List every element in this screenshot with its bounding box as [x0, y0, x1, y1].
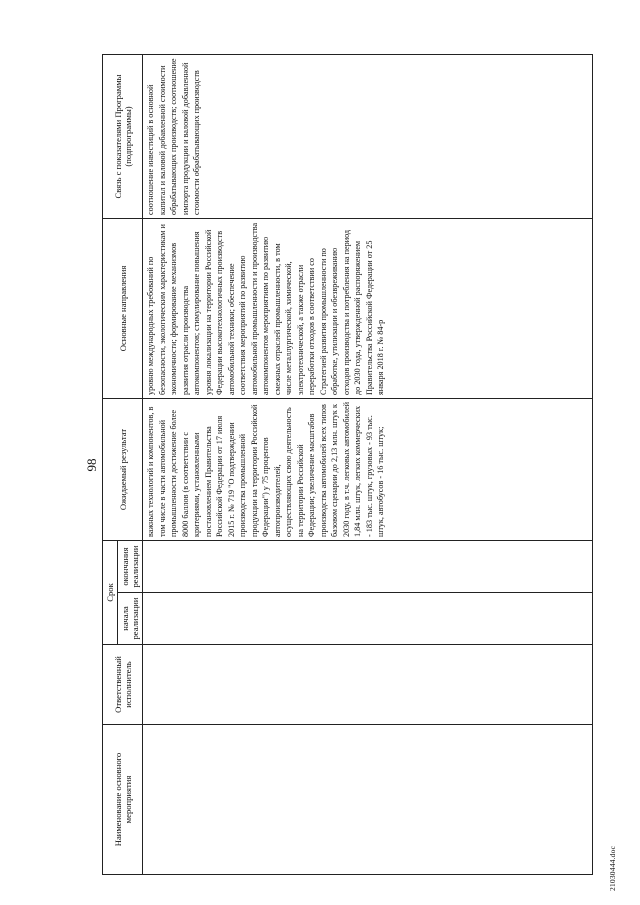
expected-result-text: важных технологий и компонентов, в том числе в части автомобильной промышленности достижение более 8000 баллов (в соответствии с критериями, установленными постановлением Правительства Российской Федерации от 17 июля 2015 г. № 719 "О подтверждении производства промышленной продукции на территории Российской Федерации") у 75 процентов автопроизводителей, осуществляющих свою деятельность на территории Российской Федерации; увеличение масштабов производства автомобилей всех типов базовом сценарии до 2,13 млн. штук к 2030 году, в т.ч. легковых автомобилей 1,84 млн. штук, легких коммерческих - 183 тыс. штук, грузовых - 93 тыс. штук, автобусов - 16 тыс. штук; — [146, 402, 385, 537]
header-term: Срок — [103, 540, 118, 644]
rotated-page-content — [52, 40, 624, 895]
program-table — [102, 54, 593, 875]
cell-term-start — [143, 593, 593, 645]
header-row — [103, 54, 118, 874]
page-number: 98 — [84, 458, 99, 472]
cell-expected-result — [143, 398, 593, 540]
cell-main-directions — [143, 218, 593, 398]
header-term-end: окончания реализации — [118, 540, 143, 592]
cell-event-name — [143, 725, 593, 875]
header-expected-result: Ожидаемый результат — [103, 398, 143, 540]
header-executor: Ответственный исполнитель — [103, 645, 143, 725]
main-directions-text: уровню международных требований по безопасности, экологическим характеристикам и экономичности; формирование механизмов развития отрасли производства автокомпонентов; стимулирование повышения уровня локализации на территории Российской Федерации высокотехнологичных производств автомобильной техники; обеспечение соответствия мероприятий по развитию автомобильной промышленности и производства автокомпонентов мероприятиям по развитию смежных отраслей промышленности, в том числе металлургической, химической, электротехнической, а также отрасли переработки отходов в соответствии со Стратегией развития промышленности по обработке, утилизации и обезвреживанию отходов производства и потребления на период до 2030 года, утвержденной распоряжением Правительства Российской Федерации от 25 января 2018 г. № 84-р — [146, 222, 385, 395]
header-main-directions: Основные направления — [103, 218, 143, 398]
cell-term-end — [143, 540, 593, 592]
header-event-name: Наименование основного мероприятия — [103, 725, 143, 875]
header-program-link: Связь с показателями Программы (подпрограммы) — [103, 54, 143, 218]
cell-program-link — [143, 54, 593, 218]
cell-executor — [143, 645, 593, 725]
program-link-text: соотношение инвестиций в основной капитал и валовой добавленной стоимости обрабатывающих производств; соотношение импорта продукции и валовой добавленной стоимости обрабатывающих производств — [146, 58, 201, 215]
footer-file-code: 21030444.doc — [608, 845, 617, 891]
header-term-start: начала реализации — [118, 593, 143, 645]
table-row — [143, 54, 593, 874]
